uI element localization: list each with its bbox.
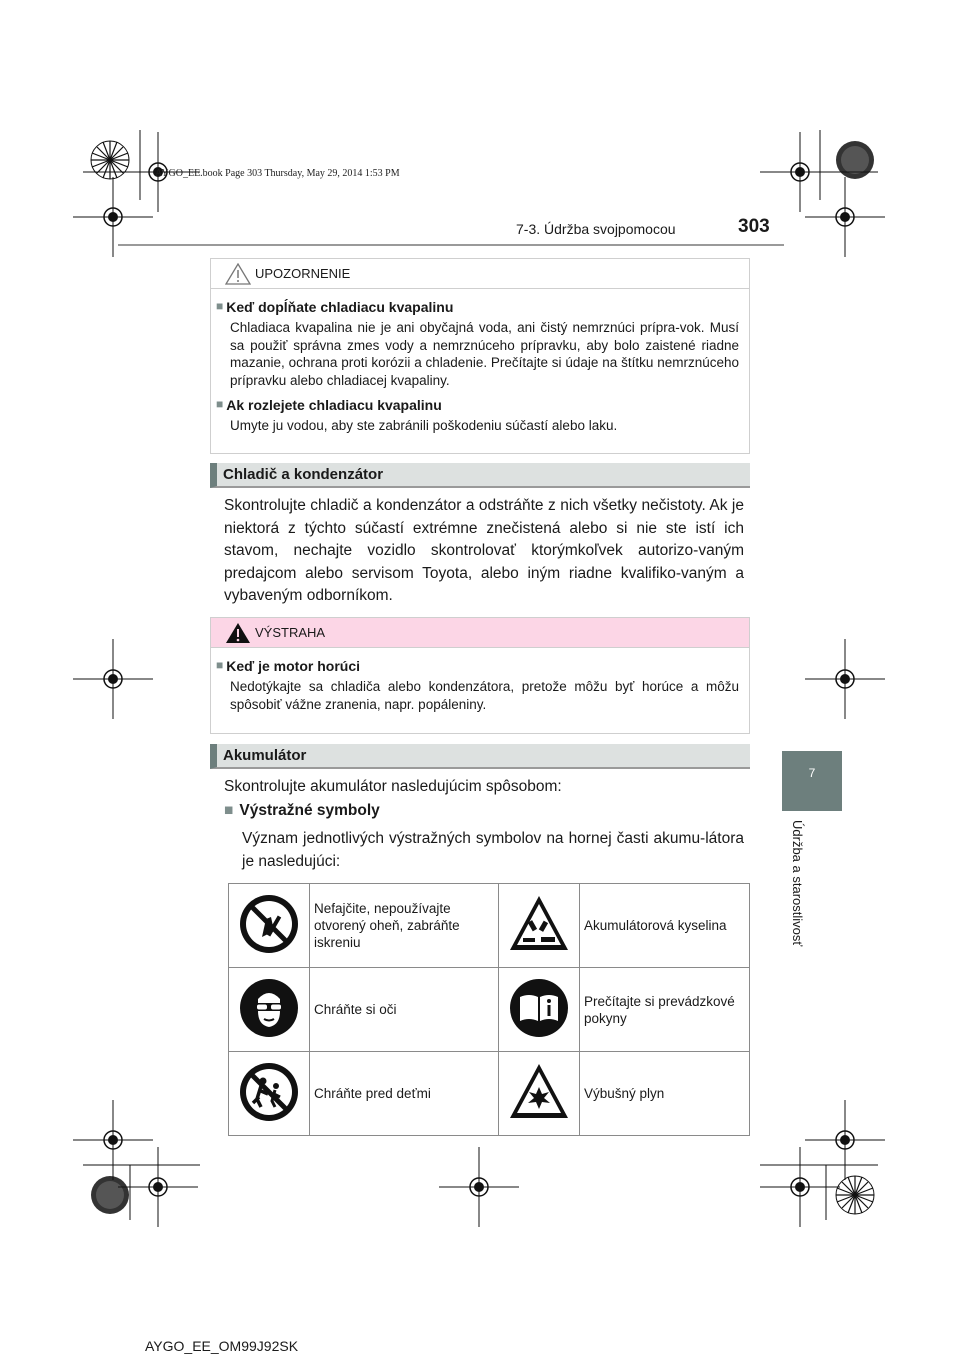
symbol-label: Nefajčite, nepoužívajte otvorený oheň, zabráňte iskreniu [310, 884, 499, 968]
battery-intro: Skontrolujte akumulátor nasledujúcim spôsobom: [224, 778, 562, 795]
battery-symbols-table [228, 883, 750, 1136]
caution-item-heading: ■ Ak rozlejete chladiacu kvapalinu [216, 397, 442, 413]
document-code: AYGO_EE_OM99J92SK [145, 1338, 299, 1354]
warning-title: VÝSTRAHA [255, 625, 326, 640]
square-bullet-icon: ■ [216, 299, 224, 313]
caution-header [211, 259, 749, 289]
section-heading-battery [210, 744, 750, 769]
caution-title: UPOZORNENIE [255, 266, 351, 281]
symbol-cell [229, 884, 310, 968]
chapter-label [778, 820, 818, 970]
square-bullet-icon: ■ [216, 658, 224, 672]
battery-subtext: Význam jednotlivých výstražných symbolov na hornej časti akumu-látora je nasledujúci: [242, 830, 744, 870]
symbol-label: Akumulátorová kyselina [580, 884, 750, 968]
chapter-number: 7 [808, 766, 816, 780]
section-header: 7-3. Údržba svojpomocou [516, 221, 676, 237]
explosive-gas-icon [508, 1061, 570, 1123]
battery-subheading: ■ Výstražné symboly [224, 802, 380, 819]
warning-item-heading: ■ Keď je motor horúci [216, 658, 360, 674]
page-number: 303 [738, 216, 770, 237]
chapter-label-text: Údržba a starostlivosť [790, 820, 805, 947]
warning-triangle-icon [225, 622, 251, 644]
chapter-tab [782, 751, 842, 811]
section-heading-radiator [210, 463, 750, 488]
warning-box [210, 617, 750, 734]
symbol-cell [499, 884, 580, 968]
warning-item-text: Nedotýkajte sa chladiča alebo kondenzátora, pretože môžu byť horúce a môžu spôsobiť vážne zranenia, napr. popáleniny. [230, 679, 739, 712]
section-title: Chladič a kondenzátor [223, 466, 384, 483]
square-bullet-icon: ■ [216, 397, 224, 411]
square-bullet-icon: ■ [224, 802, 234, 819]
symbol-cell [499, 968, 580, 1052]
book-file-line: AYGO_EE.book Page 303 Thursday, May 29, 2014 1:53 PM [155, 168, 400, 179]
table-row [229, 884, 750, 968]
caution-item-heading: ■ Keď dopĺňate chladiacu kvapalinu [216, 299, 454, 315]
battery-acid-icon [508, 893, 570, 955]
caution-item-text: Chladiaca kvapalina nie je ani obyčajná voda, ani čistý nemrznúci prípra-vok. Musí sa použiť správna zmes vody a nemrznúceho prípravku, aby bolo zaistené riadne mazanie, ochrana proti korózii a chladenie. Prečítajte si údaje na štítku nemrznúceho prípravku alebo chladiacej kvapaliny. [230, 320, 739, 388]
section-title: Akumulátor [223, 747, 307, 764]
caution-box [210, 258, 750, 454]
read-manual-icon [508, 977, 570, 1039]
symbol-cell [229, 1052, 310, 1136]
symbol-cell [229, 968, 310, 1052]
keep-children-away-icon [238, 1061, 300, 1123]
caution-item-text: Umyte ju vodou, aby ste zabránili poškodeniu súčastí alebo laku. [230, 418, 618, 433]
symbol-label: Výbušný plyn [580, 1052, 750, 1136]
symbol-label: Chráňte pred deťmi [310, 1052, 499, 1136]
symbol-label: Prečítajte si prevádzkové pokyny [580, 968, 750, 1052]
table-row [229, 1052, 750, 1136]
radiator-paragraph: Skontrolujte chladič a kondenzátor a odstráňte z nich všetky nečistoty. Ak je niektorá z týchto súčastí extrémne znečistená alebo si nie ste istí ich stavom, nechajte vozidlo skontrolovať ktorýmkoľvek autorizo-vaným predajcom alebo servisom Toyota, alebo iným riadne kvalifiko-vaným a vybaveným odborníkom. [224, 497, 744, 604]
warning-header [211, 618, 749, 648]
eye-protection-icon [238, 977, 300, 1039]
caution-triangle-icon [225, 263, 251, 285]
header-rule [118, 244, 784, 246]
table-row [229, 968, 750, 1052]
symbol-label: Chráňte si oči [310, 968, 499, 1052]
symbol-cell [499, 1052, 580, 1136]
no-smoking-icon [238, 893, 300, 955]
